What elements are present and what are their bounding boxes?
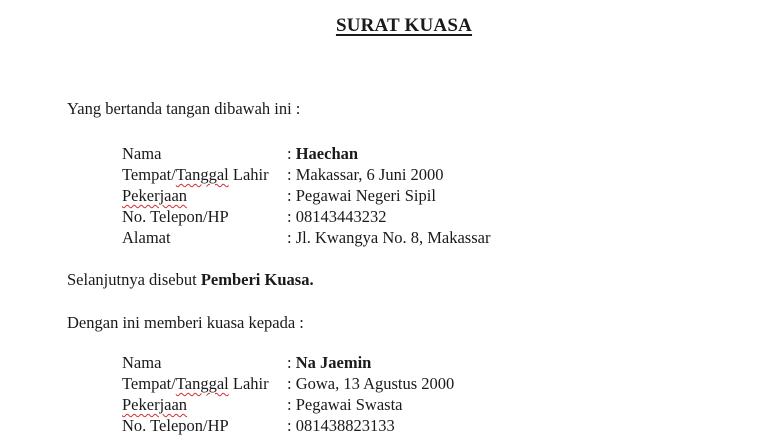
document-title: SURAT KUASA (335, 15, 473, 36)
field-value: : 08143443232 (287, 207, 387, 226)
grantee-fields (122, 352, 454, 436)
field-label: Nama (122, 144, 162, 163)
grantee-field-occupation (122, 394, 454, 415)
grantor-designation-bold: Pemberi Kuasa. (200, 270, 314, 289)
field-value: : Pegawai Swasta (287, 395, 403, 414)
field-label: Nama (122, 353, 162, 372)
field-label: Alamat (122, 228, 171, 247)
field-label: Tempat/Tanggal Lahir (122, 165, 269, 184)
grantee-field-birth (122, 373, 454, 394)
field-label: No. Telepon/HP (122, 416, 229, 435)
field-label (122, 394, 287, 415)
spellcheck-mark: Tanggal (175, 165, 229, 184)
grantor-field-address (122, 227, 490, 248)
field-value: : Pegawai Negeri Sipil (287, 186, 436, 205)
field-value: : Jl. Kwangya No. 8, Makassar (287, 228, 491, 247)
grantor-field-name (122, 143, 490, 164)
field-value: : Na Jaemin (287, 353, 372, 372)
grantee-field-phone (122, 415, 454, 436)
grantor-field-birth (122, 164, 490, 185)
field-label: No. Telepon/HP (122, 207, 229, 226)
grantor-fields (122, 143, 490, 248)
grantee-field-name (122, 352, 454, 373)
spellcheck-mark: Tanggal (175, 374, 229, 393)
intro-text: Yang bertanda tangan dibawah ini : (67, 99, 301, 118)
field-value: : 081438823133 (287, 416, 395, 435)
grantor-field-occupation (122, 185, 490, 206)
field-value: : Gowa, 13 Agustus 2000 (287, 374, 455, 393)
spellcheck-mark: Pekerjaan (122, 186, 188, 205)
spellcheck-mark: Pekerjaan (122, 395, 188, 414)
field-value: : Haechan (287, 144, 359, 163)
field-label: Tempat/Tanggal Lahir (122, 374, 269, 393)
grant-statement: Dengan ini memberi kuasa kepada : (67, 313, 304, 332)
field-label (122, 185, 287, 206)
grantor-designation: Selanjutnya disebut Pemberi Kuasa. (67, 270, 314, 289)
grantor-field-phone (122, 206, 490, 227)
field-value: : Makassar, 6 Juni 2000 (287, 165, 444, 184)
